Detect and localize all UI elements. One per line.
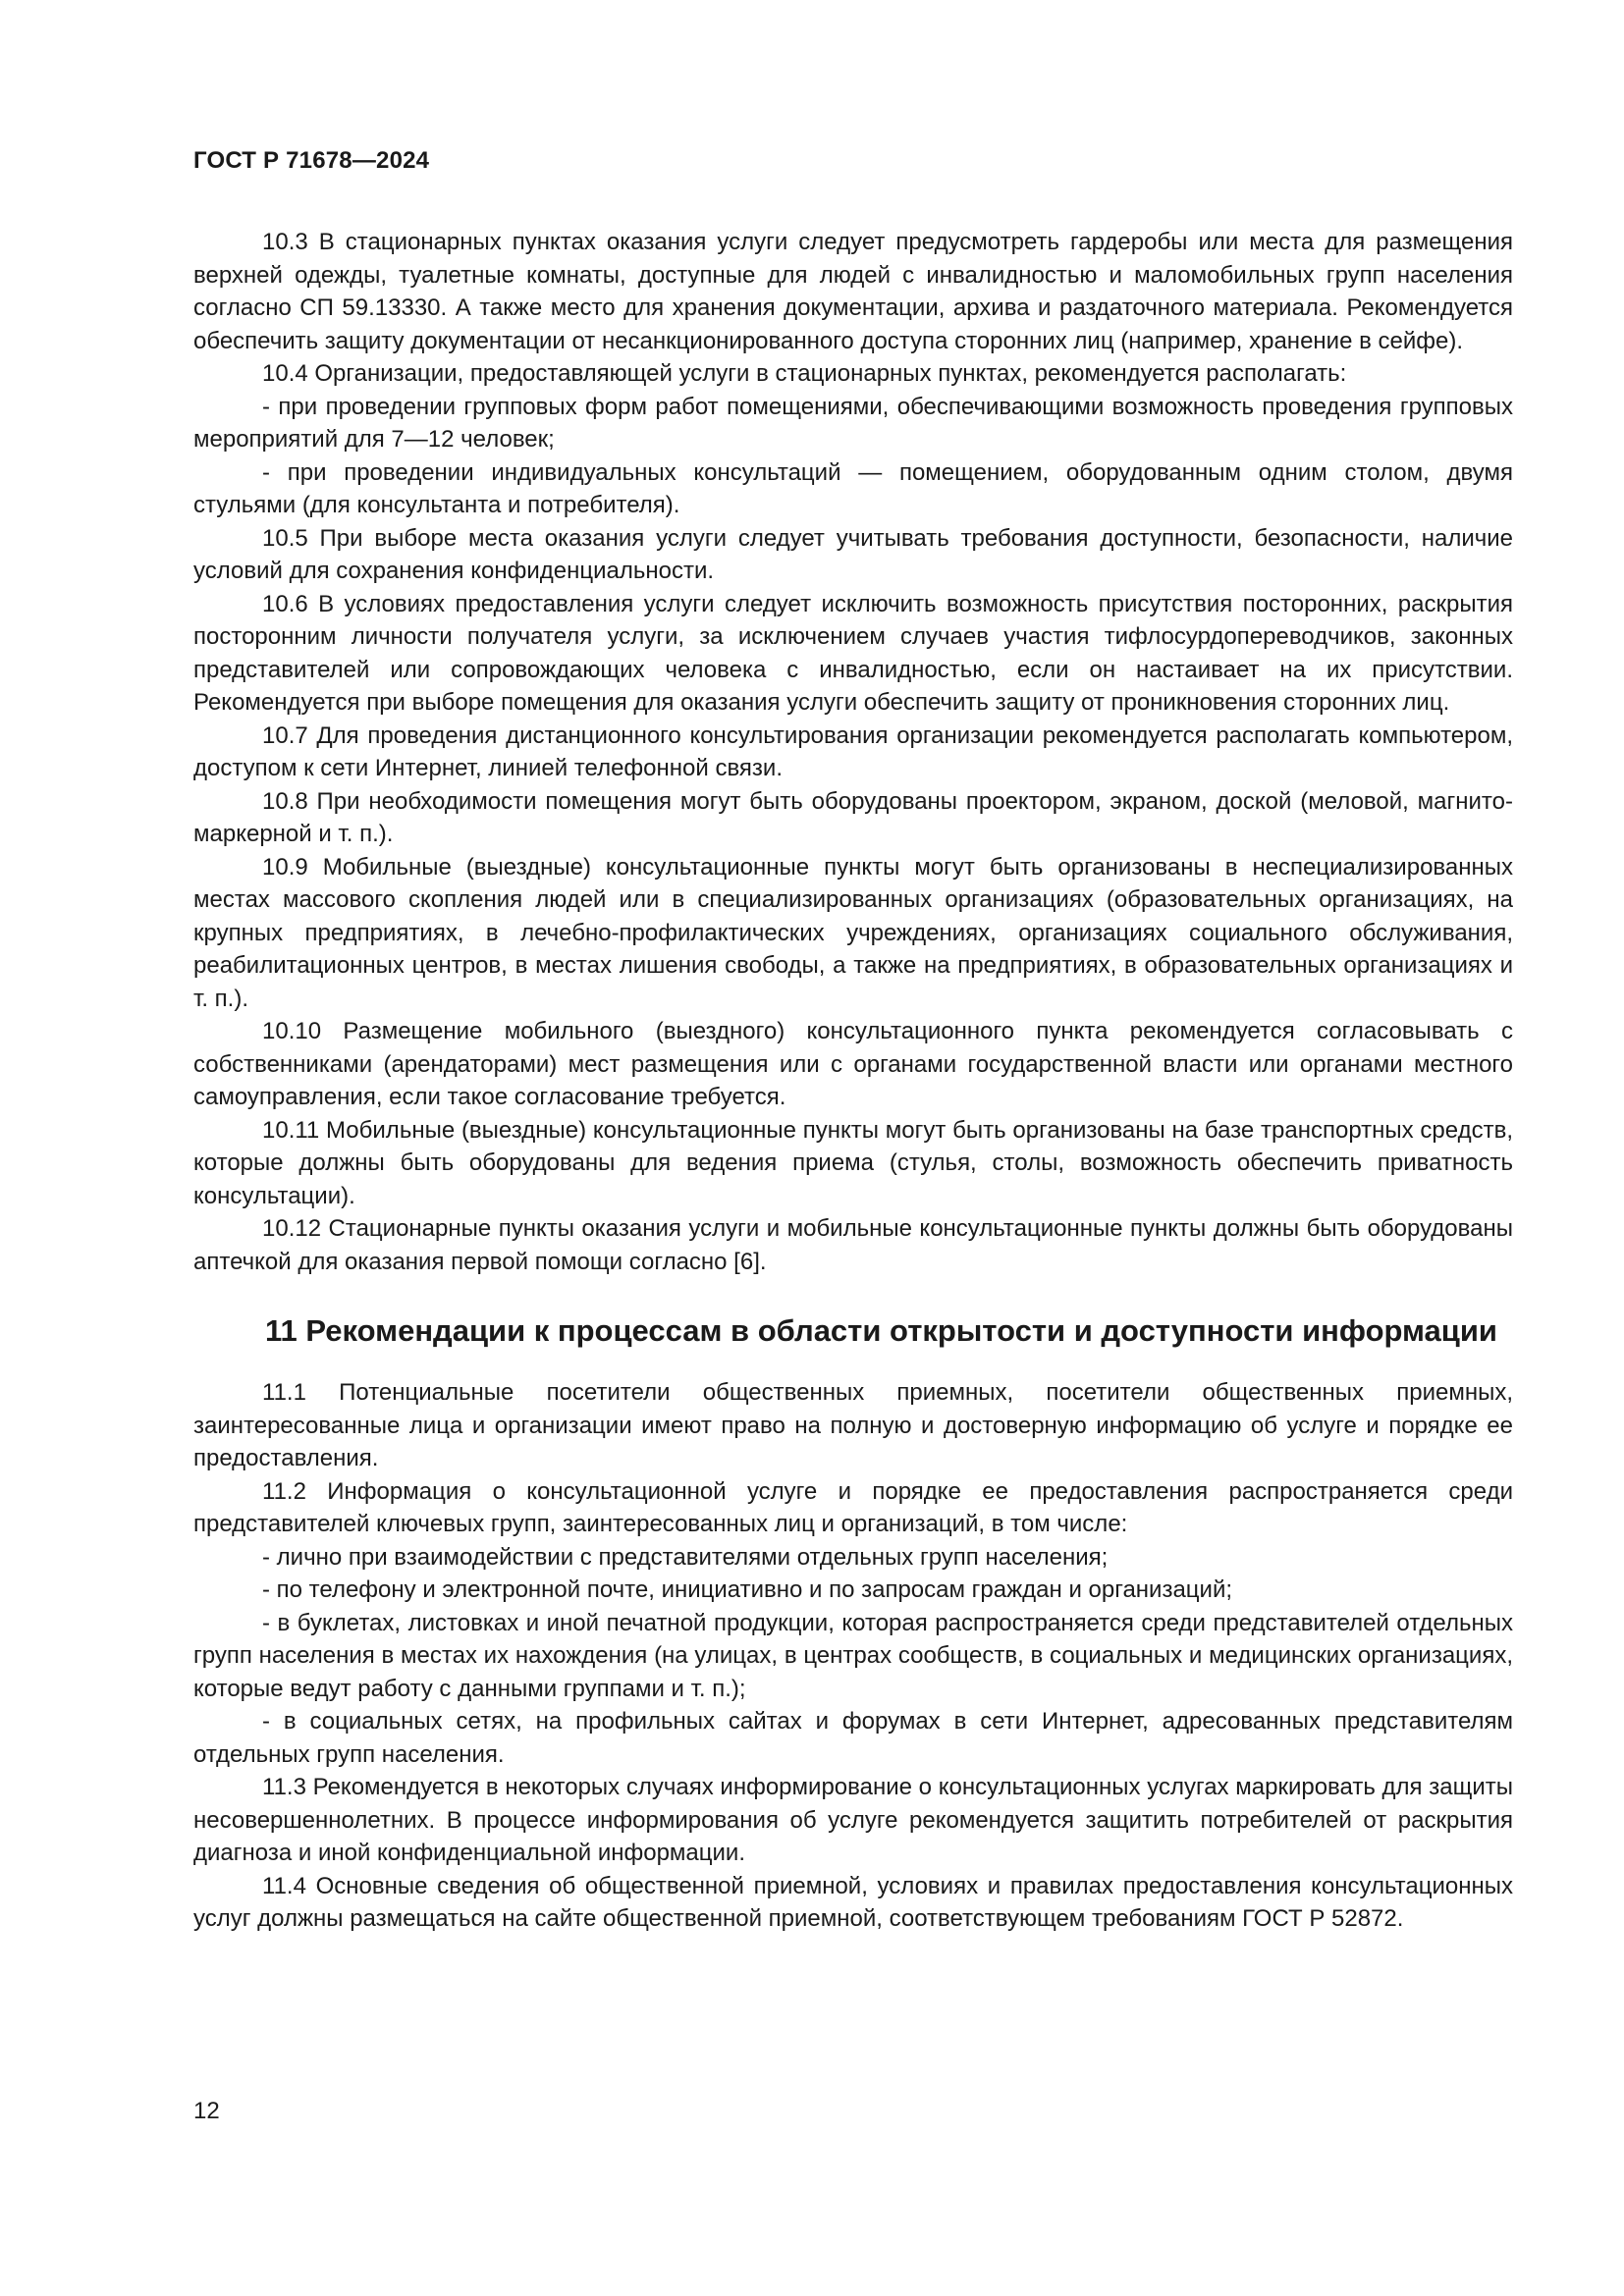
paragraph-11-2: 11.2 Информация о консультационной услуге и порядке ее предоставления распространяется среди представителей ключевых групп, заинтересованных лиц и организаций, в том числе: — [193, 1477, 1513, 1537]
paragraph-10-6: 10.6 В условиях предоставления услуги следует исключить возможность присутствия посторонних, раскрытия посторонним личности получателя услуги, за исключением случаев участия тифлосурдопереводчиков, законных представителей или сопровождающих человека с инвалидностью, если он настаивает на их присутствии. Рекомендуется при выборе помещения для оказания услуги обеспечить защиту от проникновения сторонних лиц. — [193, 590, 1513, 716]
list-item: - лично при взаимодействии с представителями отдельных групп населения; — [262, 1543, 1109, 1571]
paragraph-10-7: 10.7 Для проведения дистанционного консультирования организации рекомендуется располагать компьютером, доступом к сети Интернет, линией телефонной связи. — [193, 721, 1513, 781]
paragraph-11-3: 11.3 Рекомендуется в некоторых случаях информирование о консультационных услугах маркировать для защиты несовершеннолетних. В процессе информирования об услуге рекомендуется защитить потребителей от раскрытия диагноза и иной конфиденциальной информации. — [193, 1774, 1513, 1866]
list-item: - по телефону и электронной почте, инициативно и по запросам граждан и организаций; — [262, 1576, 1233, 1603]
paragraph-10-8: 10.8 При необходимости помещения могут быть оборудованы проектором, экраном, доской (меловой, магнито-маркерной и т. п.). — [193, 787, 1513, 847]
section-11-title: 11 Рекомендации к процессам в области открытости и доступности информации — [265, 1313, 1497, 1348]
paragraph-10-12: 10.12 Стационарные пункты оказания услуги и мобильные консультационные пункты должны быть оборудованы аптечкой для оказания первой помощи согласно [6]. — [193, 1215, 1513, 1275]
paragraph-11-4: 11.4 Основные сведения об общественной приемной, условиях и правилах предоставления консультационных услуг должны размещаться на сайте общественной приемной, соответствующем требованиям ГОСТ Р 52872. — [193, 1872, 1513, 1932]
paragraph-10-4: 10.4 Организации, предоставляющей услуги в стационарных пунктах, рекомендуется располагать: — [262, 360, 1347, 387]
paragraph-10-5: 10.5 При выборе места оказания услуги следует учитывать требования доступности, безопасности, наличие условий для сохранения конфиденциальности. — [193, 524, 1513, 584]
paragraph-10-9: 10.9 Мобильные (выездные) консультационные пункты могут быть организованы в неспециализированных местах массового скопления людей или в специализированных организациях (образовательных организациях, на крупных предприятиях, в лечебно-профилактических учреждениях, организациях социального обслуживания, реабилитационных центров, в местах лишения свободы, а также на предприятиях, в образовательных организациях и т. п.). — [193, 853, 1513, 1012]
document-body — [193, 226, 1513, 1936]
standard-designation: ГОСТ Р 71678—2024 — [193, 147, 430, 174]
paragraph-11-1: 11.1 Потенциальные посетители общественных приемных, посетители общественных приемных, заинтересованные лица и организации имеют право на полную и достоверную информацию об услуге и порядке ее предоставления. — [193, 1379, 1513, 1471]
list-item: - при проведении индивидуальных консультаций — помещением, оборудованным одним столом, двумя стульями (для консультанта и потребителя). — [193, 458, 1513, 518]
paragraph-10-11: 10.11 Мобильные (выездные) консультационные пункты могут быть организованы на базе транспортных средств, которые должны быть оборудованы для ведения приема (стулья, столы, возможность обеспечить приватность консультации). — [193, 1116, 1513, 1209]
page-number: 12 — [193, 2098, 220, 2124]
list-item: - в социальных сетях, на профильных сайтах и форумах в сети Интернет, адресованных представителям отдельных групп населения. — [193, 1708, 1513, 1768]
list-item: - при проведении групповых форм работ помещениями, обеспечивающими возможность проведения групповых мероприятий для 7—12 человек; — [193, 393, 1513, 453]
paragraph-10-3: 10.3 В стационарных пунктах оказания услуги следует предусмотреть гардеробы или места для размещения верхней одежды, туалетные комнаты, доступные для людей с инвалидностью и маломобильных групп населения согласно СП 59.13330. А также место для хранения документации, архива и раздаточного материала. Рекомендуется обеспечить защиту документации от несанкционированного доступа сторонних лиц (например, хранение в сейфе). — [193, 229, 1513, 354]
paragraph-10-10: 10.10 Размещение мобильного (выездного) консультационного пункта рекомендуется согласовывать с собственниками (арендаторами) мест размещения или с органами государственной власти или органами местного самоуправления, если такое согласование требуется. — [193, 1018, 1513, 1110]
list-item: - в буклетах, листовках и иной печатной продукции, которая распространяется среди представителей отдельных групп населения в местах их нахождения (на улицах, в центрах сообществ, в социальных и медицинских организациях, которые ведут работу с данными группами и т. п.); — [193, 1609, 1513, 1702]
